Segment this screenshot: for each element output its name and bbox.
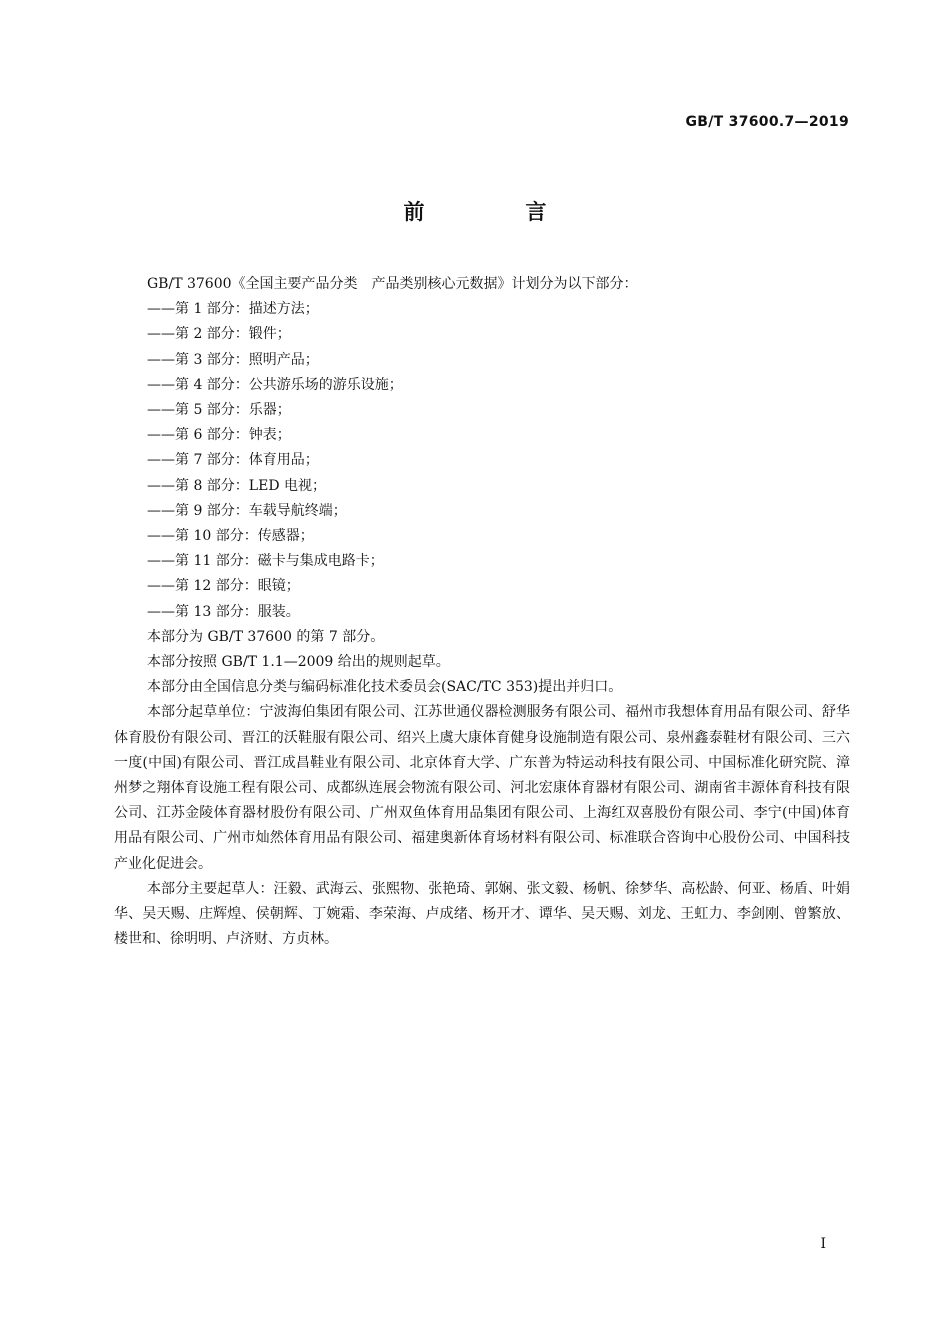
part-item: ——第 1 部分：描述方法；	[147, 301, 319, 318]
part-item: ——第 6 部分：钟表；	[147, 427, 291, 444]
drafting-units-paragraph: 本部分起草单位：宁波海伯集团有限公司、江苏世通仪器检测服务有限公司、福州市我想体育用品有限公司、舒华体育股份有限公司、晋江的沃鞋服有限公司、绍兴上虞大康体育健身设施制造有限公司、泉州鑫泰鞋材有限公司、三六一度(中国)有限公司、晋江成昌鞋业有限公司、北京体育大学、广东普为特运动科技有限公司、中国标准化研究院、漳州梦之翔体育设施工程有限公司、成都纵连展会物流有限公司、河北宏康体育器材有限公司、湖南省丰源体育科技有限公司、江苏金陵体育器材股份有限公司、广州双鱼体育用品集团有限公司、上海红双喜股份有限公司、李宁(中国)体育用品有限公司、广州市灿然体育用品有限公司、福建奥新体育场材料有限公司、标准联合咨询中心股份公司、中国科技产业化促进会。	[114, 704, 850, 872]
statement-part-number: 本部分为 GB/T 37600 的第 7 部分。	[147, 628, 385, 645]
part-item: ——第 13 部分：服装。	[147, 603, 300, 620]
part-item: ——第 2 部分：锻件；	[147, 326, 291, 343]
drafters-paragraph: 本部分主要起草人：汪毅、武海云、张熙物、张艳琦、郭娴、张文毅、杨帆、徐梦华、高松龄、何亚、杨盾、叶娟华、吴天赐、庄辉煌、侯朝辉、丁婉霜、李荣海、卢成绪、杨开才、谭华、吴天赐、刘龙、王虹力、李剑刚、曾繁放、楼世和、徐明明、卢济财、方贞林。	[114, 880, 850, 948]
document-body	[114, 272, 850, 952]
part-item: ——第 9 部分：车载导航终端；	[147, 502, 347, 519]
parts-list	[114, 297, 850, 625]
page-number: I	[820, 1236, 826, 1252]
standard-code: GB/T 37600.7—2019	[685, 114, 849, 130]
part-item: ——第 5 部分：乐器；	[147, 402, 291, 419]
statement-drafting-rules: 本部分按照 GB/T 1.1—2009 给出的规则起草。	[147, 654, 450, 671]
part-item: ——第 8 部分：LED 电视；	[147, 477, 326, 494]
intro-line: GB/T 37600《全国主要产品分类 产品类别核心元数据》计划分为以下部分：	[147, 276, 638, 292]
page-title: 前 言	[403, 200, 587, 224]
part-item: ——第 3 部分：照明产品；	[147, 351, 319, 368]
statement-committee: 本部分由全国信息分类与编码标准化技术委员会(SAC/TC 353)提出并归口。	[147, 679, 623, 696]
part-item: ——第 7 部分：体育用品；	[147, 452, 319, 469]
part-item: ——第 12 部分：眼镜；	[147, 578, 300, 595]
part-item: ——第 10 部分：传感器；	[147, 528, 314, 545]
part-item: ——第 4 部分：公共游乐场的游乐设施；	[147, 376, 403, 393]
part-item: ——第 11 部分：磁卡与集成电路卡；	[147, 553, 384, 570]
